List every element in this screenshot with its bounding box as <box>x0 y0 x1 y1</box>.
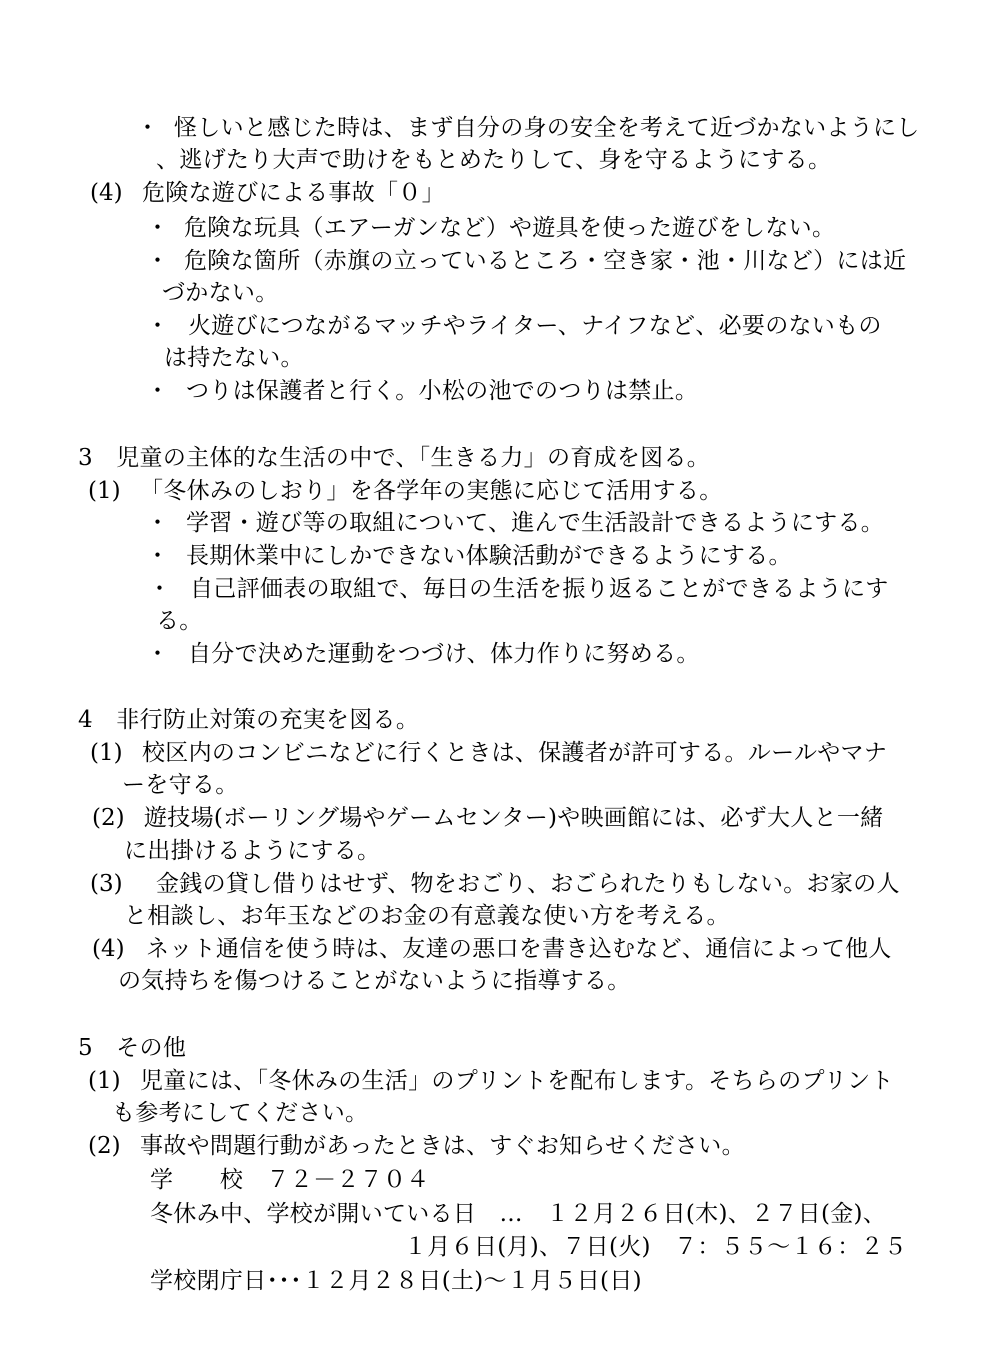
bullet-text: 火遊びにつながるマッチやライター、ナイフなど、必要のないもの <box>188 313 882 339</box>
item-text: 遊技場(ボーリング場やゲームセンター)や映画館には、必ず大人と一緒 <box>144 805 884 831</box>
item-number: (3) <box>90 871 123 897</box>
item-text: 児童には、「冬休みの生活」のプリントを配布します。そちらのプリント <box>140 1068 894 1094</box>
bullet-text-cont: づかない。 <box>162 280 279 306</box>
bullet-mark: ・ <box>148 576 171 602</box>
bullet-text: 長期休業中にしかできない体験活動ができるようにする。 <box>186 543 792 569</box>
item-number: (4) <box>90 180 123 206</box>
open-days: 冬休み中、学校が開いている日 … １２月２６日(木)、２７日(金)、 <box>150 1201 887 1227</box>
item-number: (1) <box>88 1068 121 1094</box>
bullet-mark: ・ <box>146 543 169 569</box>
section-heading: 3 児童の主体的な生活の中で、「生きる力」の育成を図る。 <box>78 445 711 471</box>
bullet-mark: ・ <box>146 248 169 274</box>
item-text-cont: の気持ちを傷つけることがないように指導する。 <box>118 968 631 994</box>
bullet-text-cont: る。 <box>156 608 203 634</box>
bullet-text: 危険な玩具（エアーガンなど）や遊具を使った遊びをしない。 <box>184 215 836 241</box>
school-phone: 学 校 ７２－２７０４ <box>150 1167 430 1193</box>
section-heading: 5 その他 <box>78 1035 187 1061</box>
bullet-text-cont: 、逃げたり大声で助けをもとめたりして、身を守るようにする。 <box>156 147 832 173</box>
closed-days: 学校閉庁日･･･１２月２８日(土)～１月５日(日) <box>150 1268 642 1294</box>
bullet-text: 自己評価表の取組で、毎日の生活を振り返ることができるようにす <box>190 576 889 602</box>
item-title: 危険な遊びによる事故「０」 <box>142 180 445 206</box>
bullet-text: 危険な箇所（赤旗の立っているところ・空き家・池・川など）には近 <box>184 248 907 274</box>
bullet-text: 学習・遊び等の取組について、進んで生活設計できるようにする。 <box>186 510 885 536</box>
bullet-text: つりは保護者と行く。小松の池でのつりは禁止。 <box>186 378 699 404</box>
bullet-mark: ・ <box>136 115 159 141</box>
bullet-mark: ・ <box>146 510 169 536</box>
bullet-mark: ・ <box>146 215 169 241</box>
item-text-cont: と相談し、お年玉などのお金の有意義な使い方を考える。 <box>124 903 730 929</box>
section-heading: 4 非行防止対策の充実を図る。 <box>78 707 420 733</box>
item-number: (2) <box>88 1133 121 1159</box>
bullet-text-cont: は持たない。 <box>164 345 304 371</box>
bullet-text: 自分で決めた運動をつづけ、体力作りに努める。 <box>188 641 700 667</box>
item-text-cont: ーを守る。 <box>122 772 239 798</box>
bullet-text: 怪しいと感じた時は、まず自分の身の安全を考えて近づかないようにし <box>174 115 920 141</box>
item-number: (1) <box>90 740 123 766</box>
item-text: 校区内のコンビニなどに行くときは、保護者が許可する。ルールやマナ <box>142 740 888 766</box>
item-number: (2) <box>92 805 125 831</box>
bullet-mark: ・ <box>146 378 169 404</box>
item-text-cont: も参考にしてください。 <box>112 1100 369 1126</box>
open-days-cont: １月６日(月)、７日(火) ７：５５～１６：２５ <box>404 1234 908 1260</box>
item-text: ネット通信を使う時は、友達の悪口を書き込むなど、通信によって他人 <box>146 936 892 962</box>
item-number: (4) <box>92 936 125 962</box>
item-text: 金銭の貸し借りはせず、物をおごり、おごられたりもしない。お家の人 <box>156 871 900 897</box>
bullet-mark: ・ <box>146 313 169 339</box>
item-title: 「冬休みのしおり」を各学年の実態に応じて活用する。 <box>140 478 723 504</box>
item-number: (1) <box>88 478 121 504</box>
bullet-mark: ・ <box>146 641 169 667</box>
item-text: 事故や問題行動があったときは、すぐお知らせください。 <box>140 1133 745 1159</box>
item-text-cont: に出掛けるようにする。 <box>124 838 381 864</box>
